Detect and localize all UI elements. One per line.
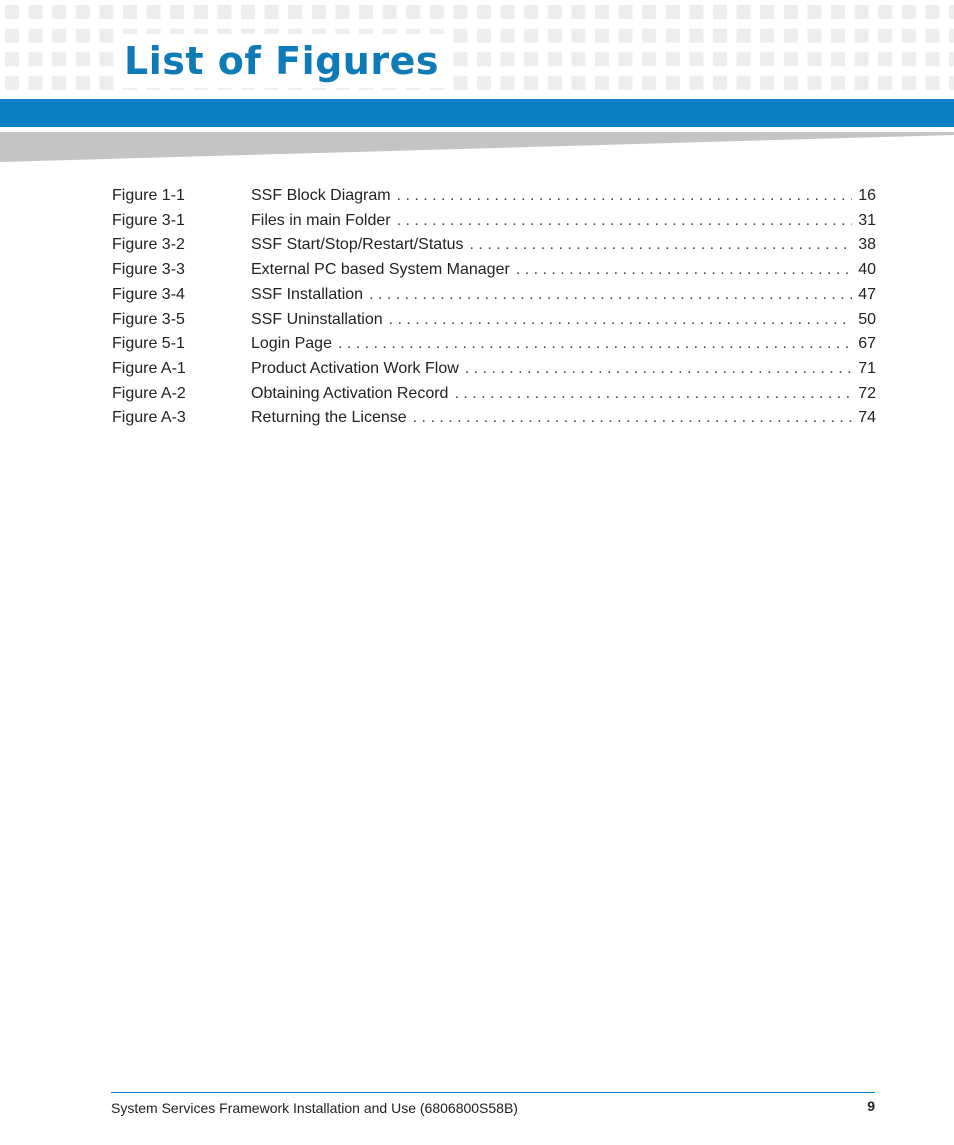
figure-page: 74 [858, 409, 876, 427]
figure-title: SSF Start/Stop/Restart/Status [251, 236, 464, 254]
header-blue-bar [0, 99, 954, 127]
figure-page: 40 [858, 261, 876, 279]
figure-number: Figure 1-1 [112, 187, 185, 204]
figure-entry[interactable] [112, 308, 876, 333]
figure-number: Figure A-3 [112, 409, 186, 427]
figure-number: Figure 3-4 [112, 285, 185, 303]
figure-entry[interactable] [112, 283, 876, 308]
figure-entry[interactable] [112, 258, 876, 283]
leader-dots [397, 209, 852, 234]
figure-entry[interactable] [112, 209, 876, 234]
figure-entry[interactable] [112, 406, 876, 431]
figure-title: SSF Block Diagram [251, 187, 391, 204]
figure-page: 50 [858, 310, 876, 328]
figure-title: Product Activation Work Flow [251, 359, 459, 377]
figure-entry[interactable] [112, 357, 876, 382]
figure-title: Files in main Folder [251, 211, 391, 229]
figure-title: SSF Uninstallation [251, 310, 383, 328]
figure-page: 72 [858, 384, 876, 402]
footer-document-title: System Services Framework Installation and Use (6806800S58B) [111, 1100, 518, 1116]
figure-page: 71 [858, 359, 876, 377]
figure-title: Returning the License [251, 409, 407, 427]
figure-title: SSF Installation [251, 285, 364, 303]
figure-page: 47 [858, 285, 876, 303]
figure-title: External PC based System Manager [251, 261, 510, 279]
figure-number: Figure 3-2 [112, 236, 185, 254]
page-title: List of Figures [122, 34, 447, 88]
figure-entry[interactable] [112, 184, 876, 209]
figure-number: Figure 3-5 [112, 310, 185, 328]
leader-dots [470, 233, 852, 258]
figure-number: Figure 3-1 [112, 211, 185, 229]
leader-dots [465, 357, 852, 382]
figure-number: Figure 3-3 [112, 261, 185, 279]
footer-rule [111, 1092, 875, 1093]
leader-dots [397, 184, 852, 209]
figure-entry[interactable] [112, 233, 876, 258]
figure-entry[interactable] [112, 382, 876, 407]
leader-dots [516, 258, 852, 283]
figure-title: Obtaining Activation Record [251, 384, 449, 402]
figure-page: 38 [858, 236, 876, 254]
figure-number: Figure 5-1 [112, 335, 185, 353]
figure-number: Figure A-1 [112, 359, 186, 377]
figure-title: Login Page [251, 335, 332, 353]
leader-dots [413, 406, 852, 431]
header-gray-wedge [0, 129, 954, 165]
footer-page-number: 9 [867, 1098, 875, 1114]
leader-dots [389, 308, 852, 333]
leader-dots [369, 283, 852, 308]
figure-page: 67 [858, 335, 876, 353]
figure-list [112, 184, 876, 431]
figure-entry[interactable] [112, 332, 876, 357]
figure-page: 16 [858, 187, 876, 204]
leader-dots [338, 332, 852, 357]
figure-page: 31 [858, 211, 876, 229]
figure-number: Figure A-2 [112, 384, 186, 402]
leader-dots [454, 382, 852, 407]
